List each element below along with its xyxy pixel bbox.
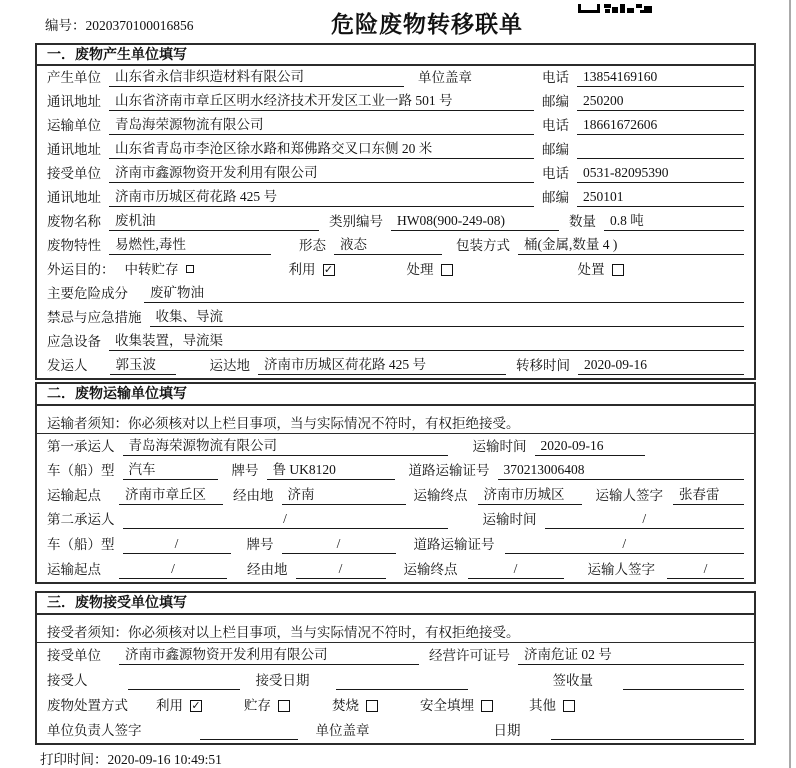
route-origin-value: 济南市章丘区 <box>119 486 223 505</box>
receiver-row-3 <box>37 693 754 718</box>
license-number-value: 济南危证 02 号 <box>518 646 744 665</box>
received-quantity-label: 签收量 <box>552 673 593 688</box>
carrier-signature-label: 运输人签字 <box>595 487 663 503</box>
vehicle-type-value: 汽车 <box>123 461 218 480</box>
disposal-utilize-checkbox-label: 利用 <box>156 698 183 713</box>
waste-category-label: 类别编号 <box>329 214 383 229</box>
producer-phone-value: 13854169160 <box>577 68 744 87</box>
serial-number <box>45 14 194 34</box>
emergency-measures-label: 禁忌与应急措施 <box>47 310 142 325</box>
route-via-value: 济南 <box>282 486 406 505</box>
purpose-dispose-checkbox <box>578 261 624 279</box>
transfer-purpose-label: 外运目的： <box>47 262 115 277</box>
emergency-measures-value: 收集、导流 <box>150 308 745 327</box>
disposal-utilize-checkbox: ✓ <box>191 698 201 712</box>
route-terminus-value: 济南市历城区 <box>478 486 582 505</box>
transport-date2-value: / <box>545 510 745 529</box>
route-terminus2-label: 运输终点 <box>403 561 458 577</box>
producer-row-5 <box>37 162 754 186</box>
producer-row-11 <box>37 306 754 330</box>
carrier-signature-value: 张春雷 <box>673 486 744 505</box>
route-via2-value: / <box>296 560 386 579</box>
receiver-unit-value: 济南市鑫源物资开发利用有限公司 <box>109 164 534 183</box>
disposal-other-checkbox <box>529 697 575 715</box>
disposal-utilize-checkbox <box>156 697 202 715</box>
waste-property-value: 易燃性,毒性 <box>109 236 271 255</box>
producer-section <box>35 43 756 380</box>
producer-address-value: 山东省济南市章丘区明水经济技术开发区工业一路 501 号 <box>109 92 534 111</box>
producer-unit-label: 产生单位 <box>47 70 101 85</box>
hazard-component-value: 废矿物油 <box>144 284 744 303</box>
consignor-label: 发运人 <box>47 358 88 373</box>
license-number-label: 经营许可证号 <box>429 648 510 663</box>
date-value <box>551 721 745 740</box>
producer-postcode-label: 邮编 <box>542 94 569 109</box>
transport-address-value: 山东省青岛市李沧区徐水路和郑佛路交叉口东侧 20 米 <box>109 140 534 159</box>
receiver-phone-label: 电话 <box>542 166 569 181</box>
producer-row-8 <box>37 234 754 258</box>
destination-label: 运达地 <box>209 358 250 373</box>
producer-row-13 <box>37 354 754 378</box>
road-permit-label: 道路运输证号 <box>408 463 490 479</box>
receiver-notice: 接受者须知：你必须核对以上栏目事项，当与实际情况不符时，有权拒绝接受。 <box>37 615 754 643</box>
transport-unit-label: 运输单位 <box>47 118 101 133</box>
accept-unit-value: 济南市鑫源物资开发利用有限公司 <box>119 646 419 665</box>
receiver-section <box>35 591 756 745</box>
waste-property-label: 废物特性 <box>47 238 101 253</box>
second-carrier-label: 第二承运人 <box>47 512 115 528</box>
transfer-date-label: 转移时间 <box>516 358 570 373</box>
producer-unit-value: 山东省永信非织造材料有限公司 <box>109 68 404 87</box>
disposal-other-checkbox <box>563 700 575 712</box>
producer-row-12 <box>37 330 754 354</box>
receiver-address-label: 通讯地址 <box>47 190 101 205</box>
disposal-storage-checkbox <box>244 697 290 715</box>
purpose-transit-storage-checkbox <box>186 265 194 273</box>
disposal-storage-checkbox-label: 贮存 <box>244 698 271 713</box>
purpose-utilize-checkbox: ✓ <box>323 262 334 276</box>
road-permit2-value: / <box>505 535 745 554</box>
packaging-value: 桶(金属,数量 4 ) <box>518 236 744 255</box>
print-time <box>40 748 222 768</box>
transport-phone-label: 电话 <box>542 118 569 133</box>
transporter-row-4 <box>37 508 754 533</box>
transport-date-label: 运输时间 <box>472 438 527 454</box>
transfer-date-value: 2020-09-16 <box>578 356 744 375</box>
plate-number-value: 鲁 UK8120 <box>267 461 395 480</box>
purpose-treat-checkbox-label: 处理 <box>406 262 434 277</box>
disposal-method-label: 废物处置方式 <box>47 698 128 713</box>
disposal-other-checkbox-label: 其他 <box>529 698 556 713</box>
road-permit-value: 370213006408 <box>498 461 745 480</box>
received-quantity-value <box>623 671 744 690</box>
transport-address-label: 通讯地址 <box>47 142 101 157</box>
producer-row-2 <box>37 90 754 114</box>
transporter-row-6 <box>37 557 754 582</box>
producer-row-6 <box>37 186 754 210</box>
transport-unit-value: 青岛海荣源物流有限公司 <box>109 116 534 135</box>
accept-person-label: 接受人 <box>47 673 88 688</box>
disposal-incineration-checkbox <box>332 697 378 715</box>
waste-form-label: 形态 <box>299 238 326 253</box>
producer-row-7 <box>37 210 754 234</box>
first-carrier-value: 青岛海荣源物流有限公司 <box>123 437 448 456</box>
purpose-utilize-checkbox <box>289 261 335 279</box>
serial-label: 编号： <box>45 18 86 33</box>
route-origin2-label: 运输起点 <box>47 561 101 577</box>
purpose-dispose-checkbox <box>612 264 624 276</box>
print-time-value: 2020-09-16 10:49:51 <box>107 752 222 767</box>
destination-value: 济南市历城区荷花路 425 号 <box>258 356 506 375</box>
second-carrier-value: / <box>123 510 448 529</box>
transport-date-value: 2020-09-16 <box>535 437 645 456</box>
disposal-storage-checkbox <box>278 700 290 712</box>
receiver-row-4 <box>37 718 754 743</box>
waste-form-value: 液态 <box>334 236 442 255</box>
producer-postcode-value: 250200 <box>577 92 744 111</box>
page-title: 危险废物转移联单 <box>331 12 523 37</box>
disposal-landfill-checkbox <box>481 700 493 712</box>
carrier-signature2-value: / <box>667 560 744 579</box>
vehicle-type-label: 车（船）型 <box>47 463 115 479</box>
first-carrier-label: 第一承运人 <box>47 438 115 454</box>
plate-number-label: 牌号 <box>231 463 259 479</box>
waste-quantity-label: 数量 <box>569 214 596 229</box>
receiver-row-1 <box>37 643 754 668</box>
route-via-label: 经由地 <box>233 487 274 503</box>
transporter-row-3 <box>37 483 754 508</box>
road-permit2-label: 道路运输证号 <box>413 536 495 552</box>
disposal-landfill-checkbox-label: 安全填埋 <box>420 698 474 713</box>
transport-phone-value: 18661672606 <box>577 116 744 135</box>
carrier-signature2-label: 运输人签字 <box>587 561 655 577</box>
producer-row-1 <box>37 66 754 90</box>
unit-seal2-label: 单位盖章 <box>315 723 370 738</box>
receiver-address-value: 济南市历城区荷花路 425 号 <box>109 188 534 207</box>
disposal-incineration-checkbox-label: 焚烧 <box>332 698 359 713</box>
transporter-section-title: 二．废物运输单位填写 <box>37 384 754 406</box>
producer-row-10 <box>37 282 754 306</box>
transport-postcode-label: 邮编 <box>542 142 569 157</box>
unit-seal-label: 单位盖章 <box>418 70 472 85</box>
purpose-utilize-checkbox-label: 利用 <box>288 262 316 277</box>
transporter-row-2 <box>37 459 754 484</box>
disposal-landfill-checkbox <box>420 697 493 715</box>
waste-name-value: 废机油 <box>109 212 319 231</box>
purpose-treat-checkbox <box>441 264 453 276</box>
plate-number2-value: / <box>282 535 396 554</box>
accept-date-label: 接受日期 <box>255 673 310 688</box>
receiver-section-title: 三．废物接受单位填写 <box>37 593 754 615</box>
vehicle-type2-label: 车（船）型 <box>47 536 115 552</box>
consignor-value: 郭玉波 <box>110 356 176 375</box>
qr-code-fragment <box>578 0 652 9</box>
disposal-incineration-checkbox <box>366 700 378 712</box>
responsible-signature-label: 单位负责人签字 <box>47 723 142 738</box>
producer-section-title: 一．废物产生单位填写 <box>37 45 754 66</box>
waste-name-label: 废物名称 <box>47 214 101 229</box>
transport-postcode-value <box>577 140 744 159</box>
accept-unit-label: 接受单位 <box>47 648 101 663</box>
transporter-row-5 <box>37 532 754 557</box>
transport-date2-label: 运输时间 <box>482 512 537 528</box>
route-terminus-label: 运输终点 <box>413 487 468 503</box>
responsible-signature-value <box>200 721 298 740</box>
transporter-notice: 运输者须知：你必须核对以上栏目事项，当与实际情况不符时，有权拒绝接受。 <box>37 406 754 434</box>
date-label: 日期 <box>493 723 521 738</box>
waste-category-value: HW08(900-249-08) <box>391 212 559 231</box>
serial-value: 2020370100016856 <box>85 18 194 33</box>
receiver-row-2 <box>37 668 754 693</box>
purpose-dispose-checkbox-label: 处置 <box>577 262 605 277</box>
transporter-section <box>35 382 756 584</box>
route-origin-label: 运输起点 <box>47 487 101 503</box>
producer-address-label: 通讯地址 <box>47 94 101 109</box>
producer-row-4 <box>37 138 754 162</box>
packaging-label: 包装方式 <box>456 238 510 253</box>
emergency-equipment-value: 收集装置，导流渠 <box>109 332 744 351</box>
receiver-postcode-label: 邮编 <box>542 190 569 205</box>
producer-phone-label: 电话 <box>542 70 569 85</box>
purpose-treat-checkbox <box>407 261 453 279</box>
producer-row-3 <box>37 114 754 138</box>
plate-number2-label: 牌号 <box>246 536 274 552</box>
page-edge-line <box>789 0 791 768</box>
receiver-unit-label: 接受单位 <box>47 166 101 181</box>
purpose-transit-storage-checkbox <box>125 261 194 279</box>
route-origin2-value: / <box>119 560 227 579</box>
purpose-transit-storage-checkbox-label: 中转贮存 <box>124 262 179 277</box>
transporter-row-1 <box>37 434 754 459</box>
route-terminus2-value: / <box>468 560 564 579</box>
waste-quantity-value: 0.8 吨 <box>604 212 744 231</box>
emergency-equipment-label: 应急设备 <box>47 334 101 349</box>
receiver-phone-value: 0531-82095390 <box>577 164 744 183</box>
accept-date-value <box>336 671 468 690</box>
accept-person-value <box>128 671 240 690</box>
vehicle-type2-value: / <box>123 535 231 554</box>
receiver-postcode-value: 250101 <box>577 188 744 207</box>
producer-row-9 <box>37 258 754 282</box>
route-via2-label: 经由地 <box>247 561 288 577</box>
print-time-label: 打印时间： <box>40 752 108 767</box>
hazard-component-label: 主要危险成分 <box>47 286 128 301</box>
